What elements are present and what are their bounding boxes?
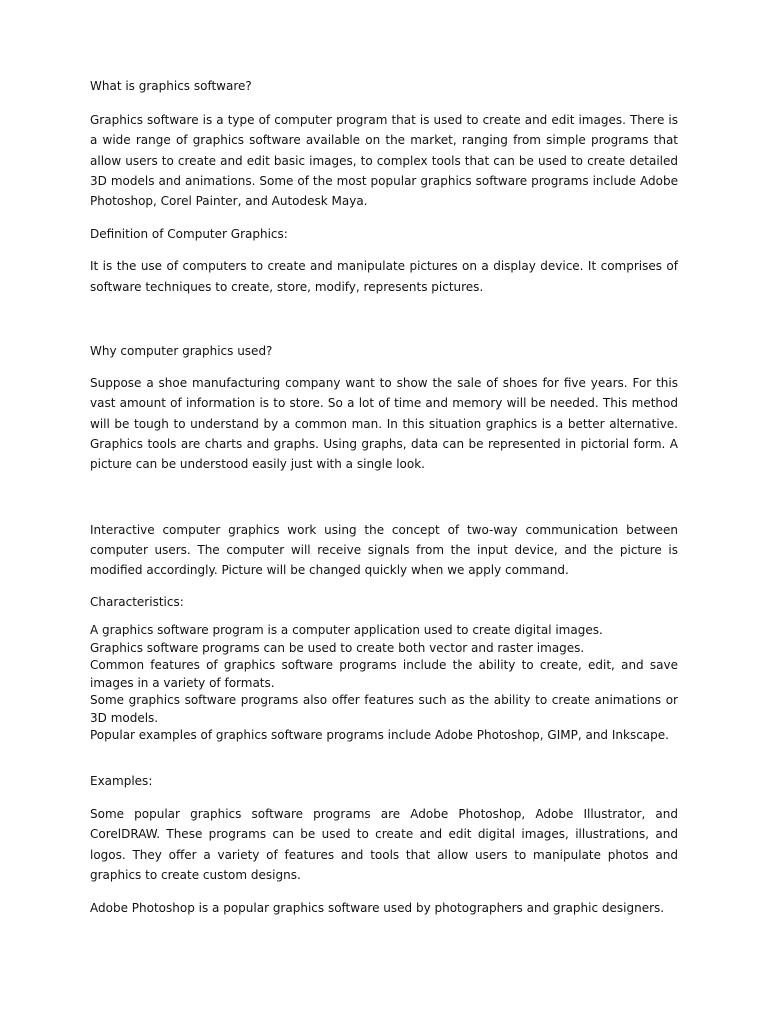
paragraph-interactive: Interactive computer graphics work using the concept of two-way communication between computer users. The computer will receive signals from the input device, and the picture is modified accordingly. Picture will be changed quickly when we apply command. — [90, 522, 678, 578]
why-heading: Why computer graphics used? — [90, 344, 273, 359]
list-item: Common features of graphics software programs include the ability to create, edit, and save images in a variety of formats. — [90, 658, 678, 690]
characteristics-heading: Characteristics: — [90, 595, 184, 610]
list-item: Graphics software programs can be used to create both vector and raster images. — [90, 640, 585, 655]
definition-heading: Definition of Computer Graphics: — [90, 227, 288, 242]
paragraph-why: Suppose a shoe manufacturing company want to show the sale of shoes for five years. For this vast amount of information is to store. So a lot of time and memory will be needed. This method will be tough to understand by a common man. In this situation graphics is a better alternative. Graphics tools are charts and graphs. Using graphs, data can be represented in pictorial form. A picture can be understood easily just with a single look. — [90, 376, 678, 472]
examples-heading: Examples: — [90, 773, 153, 788]
paragraph-photoshop: Adobe Photoshop is a popular graphics software used by photographers and graphic designers. — [90, 901, 665, 916]
paragraph-graphics-software: Graphics software is a type of computer program that is used to create and edit images. There is a wide range of graphics software available on the market, ranging from simple programs that allow users to create and edit basic images, to complex tools that can be used to create detailed 3D models and animations. Some of the most popular graphics software programs include Adobe Photoshop, Corel Painter, and Autodesk Maya. — [90, 113, 678, 209]
list-item: A graphics software program is a computer application used to create digital images. — [90, 623, 603, 638]
paragraph-definition: It is the use of computers to create and manipulate pictures on a display device. It comprises of software techniques to create, store, modify, represents pictures. — [90, 259, 678, 294]
paragraph-examples: Some popular graphics software programs are Adobe Photoshop, Adobe Illustrator, and CorelDRAW. These programs can be used to create and edit digital images, illustrations, and logos. They offer a variety of features and tools that allow users to manipulate photos and graphics to create custom designs. — [90, 806, 678, 882]
list-item: Popular examples of graphics software programs include Adobe Photoshop, GIMP, and Inkscape. — [90, 728, 669, 743]
document-page — [90, 76, 678, 918]
list-item: Some graphics software programs also offer features such as the ability to create animations or 3D models. — [90, 693, 678, 725]
question-heading-graphics-software: What is graphics software? — [90, 79, 252, 93]
characteristics-list — [90, 622, 678, 745]
